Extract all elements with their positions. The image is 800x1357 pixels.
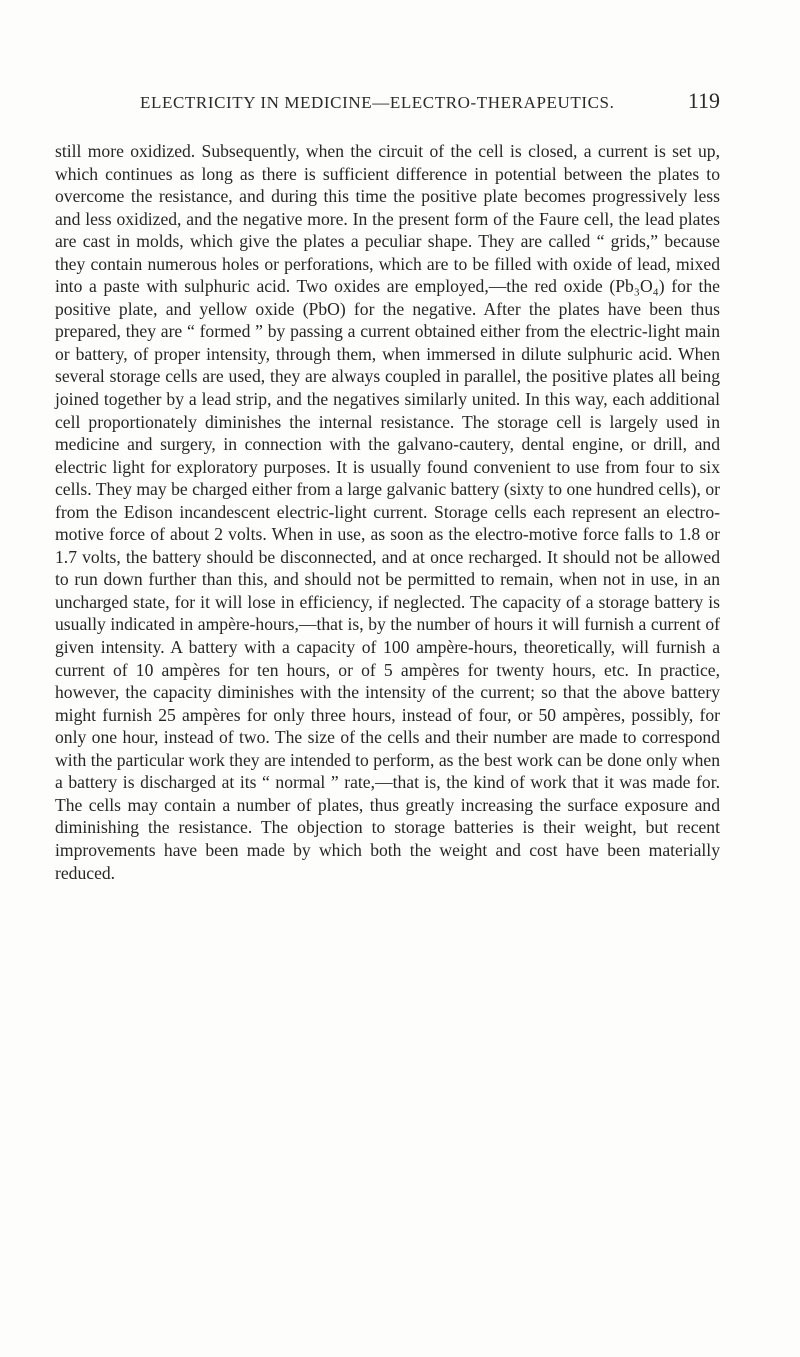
running-head bbox=[140, 88, 720, 114]
running-title: ELECTRICITY IN MEDICINE—ELECTRO-THERAPEUTICS. bbox=[140, 93, 615, 112]
body-text bbox=[55, 140, 720, 884]
page-number: 119 bbox=[687, 88, 720, 113]
body-paragraph: still more oxidized. Subsequently, when the circuit of the cell is closed, a current is set up, which continues as long as there is sufficient difference in potential between the plates to overcome the resistance, and during this time the positive plate becomes progressively less and less oxidized, and the negative more. In the present form of the Faure cell, the lead plates are cast in molds, which give the plates a peculiar shape. They are called “ grids,” because they contain numerous holes or perforations, which are to be filled with oxide of lead, mixed into a paste with sulphuric acid. Two oxides are employed,—the red oxide (Pb₃O₄) for the positive plate, and yellow oxide (PbO) for the negative. After the plates have been thus prepared, they are “ formed ” by passing a current obtained either from the electric-light main or battery, of proper intensity, through them, when immersed in dilute sulphuric acid. When several storage cells are used, they are always coupled in parallel, the positive plates all being joined together by a lead strip, and the negatives similarly united. In this way, each additional cell proportionately diminishes the internal resistance. The storage cell is largely used in medicine and surgery, in connection with the galvano-cautery, dental engine, or drill, and electric light for exploratory purposes. It is usually found convenient to use from four to six cells. They may be charged either from a large galvanic battery (sixty to one hundred cells), or from the Edison incandescent electric-light current. Storage cells each represent an electro-motive force of about 2 volts. When in use, as soon as the electro-motive force falls to 1.8 or 1.7 volts, the battery should be disconnected, and at once recharged. It should not be allowed to run down further than this, and should not be permitted to remain, when not in use, in an uncharged state, for it will lose in efficiency, if neglected. The capacity of a storage battery is usually indicated in ampère-hours,—that is, by the number of hours it will furnish a current of given intensity. A battery with a capacity of 100 ampère-hours, theoretically, will furnish a current of 10 ampères for ten hours, or of 5 ampères for twenty hours, etc. In practice, however, the capacity diminishes with the intensity of the current; so that the above battery might furnish 25 ampères for only three hours, instead of four, or 50 ampères, possibly, for only one hour, instead of two. The size of the cells and their number are made to correspond with the particular work they are intended to perform, as the best work can be done only when a battery is discharged at its “ normal ” rate,—that is, the kind of work that it was made for. The cells may contain a number of plates, thus greatly increasing the surface exposure and diminishing the resistance. The objection to storage batteries is their weight, but recent improvements have been made by which both the weight and cost have been materially reduced. bbox=[55, 141, 720, 883]
